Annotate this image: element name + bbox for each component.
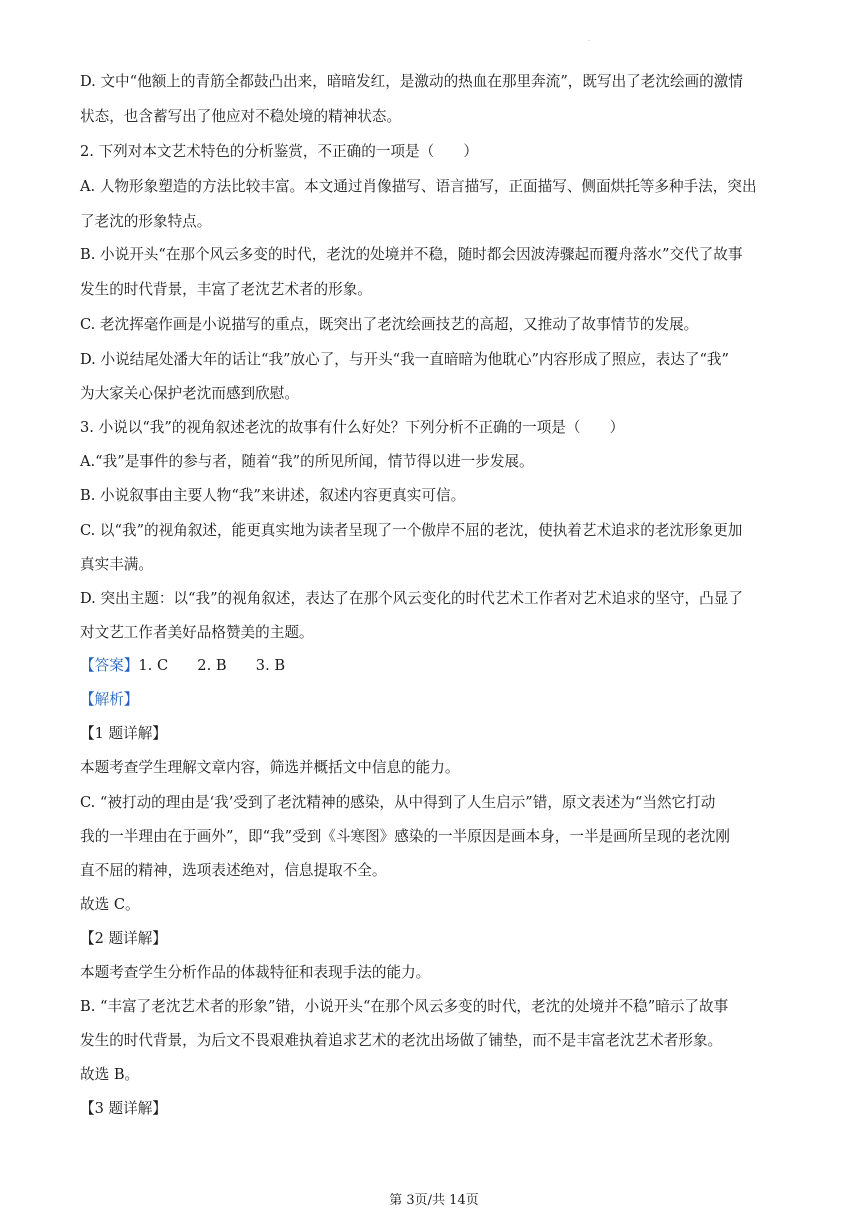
q3-option-c-line1: C. 以“我”的视角叙述，能更真实地为读者呈现了一个傲岸不屈的老沈，使执着艺术追求的老沈形象更加 — [80, 522, 743, 539]
q2-line: 发生的时代背景，为后文不畏艰难执着追求艺术的老沈出场做了铺垫，而不是丰富老沈艺术者形象。 — [80, 1032, 723, 1049]
q3-option-d-line1: D. 突出主题：以“我”的视角叙述，表达了在那个风云变化的时代艺术工作者对艺术追求的坚守，凸显了 — [80, 590, 743, 607]
answer-row — [80, 656, 285, 676]
option-d-q1-line1: D. 文中“他额上的青筋全都鼓凸出来，暗暗发红，是激动的热血在那里奔流”，既写出了老沈绘画的激情 — [80, 73, 743, 90]
q2-option-d-line2: 为大家关心保护老沈而感到欣慰。 — [80, 385, 299, 402]
answer-text: 1. C 2. B 3. B — [138, 657, 286, 674]
q1-line: 故选 C。 — [80, 896, 140, 913]
question-2-stem: 2. 下列对本文艺术特色的分析鉴赏，不正确的一项是（ ） — [80, 143, 479, 160]
q2-option-b-line2: 发生的时代背景，丰富了老沈艺术者的形象。 — [80, 281, 372, 298]
question-3-stem: 3. 小说以“我”的视角叙述老沈的故事有什么好处？下列分析不正确的一项是（ ） — [80, 419, 625, 436]
q3-option-c-line2: 真实丰满。 — [80, 556, 153, 573]
q2-line: B. “丰富了老沈艺术者的形象”错，小说开头“在那个风云多变的时代，老沈的处境并不稳”暗示了故事 — [80, 998, 729, 1015]
analysis-label: 【解析】 — [80, 691, 139, 708]
option-d-q1-line2: 状态，也含蓄写出了他应对不稳处境的精神状态。 — [80, 108, 402, 125]
q1-line: 本题考查学生理解文章内容，筛选并概括文中信息的能力。 — [80, 759, 460, 776]
q2-option-b-line1: B. 小说开头“在那个风云多变的时代，老沈的处境并不稳，随时都会因波涛骤起而覆舟落水”交代了故事 — [80, 246, 743, 263]
q2-heading: 【2 题详解】 — [80, 930, 167, 947]
q2-line: 本题考查学生分析作品的体裁特征和表现手法的能力。 — [80, 964, 431, 981]
q1-line: C. “被打动的理由是‘我’受到了老沈精神的感染，从中得到了人生启示”错，原文表述为“当然它打动 — [80, 794, 716, 811]
q3-option-a: A.“我”是事件的参与者，随着“我”的所见所闻，情节得以进一步发展。 — [80, 453, 534, 470]
q3-option-b: B. 小说叙事由主要人物“我”来讲述，叙述内容更真实可信。 — [80, 487, 466, 504]
q2-option-a-line1: A. 人物形象塑造的方法比较丰富。本文通过肖像描写、语言描写，正面描写、侧面烘托等多种手法，突出 — [80, 178, 757, 195]
q2-option-c: C. 老沈挥毫作画是小说描写的重点，既突出了老沈绘画技艺的高超，又推动了故事情节的发展。 — [80, 316, 699, 333]
q1-heading: 【1 题详解】 — [80, 725, 167, 742]
q1-line: 我的一半理由在于画外”，即“我”受到《斗寒图》感染的一半原因是画本身，一半是画所呈现的老沈刚 — [80, 828, 730, 845]
q1-line: 直不屈的精神，选项表述绝对，信息提取不全。 — [80, 862, 387, 879]
q3-option-d-line2: 对文艺工作者美好品格赞美的主题。 — [80, 624, 314, 641]
q2-option-d-line1: D. 小说结尾处潘大年的话让“我”放心了，与开头“我一直暗暗为他耽心”内容形成了照应，表达了“我” — [80, 351, 729, 368]
q3-heading: 【3 题详解】 — [80, 1100, 167, 1117]
q2-line: 故选 B。 — [80, 1066, 140, 1083]
answer-label: 【答案】 — [80, 657, 139, 674]
q2-option-a-line2: 了老沈的形象特点。 — [80, 213, 212, 230]
page-footer: 第 3页/共 14页 — [389, 1193, 479, 1208]
corner-mark: . — [588, 36, 590, 43]
